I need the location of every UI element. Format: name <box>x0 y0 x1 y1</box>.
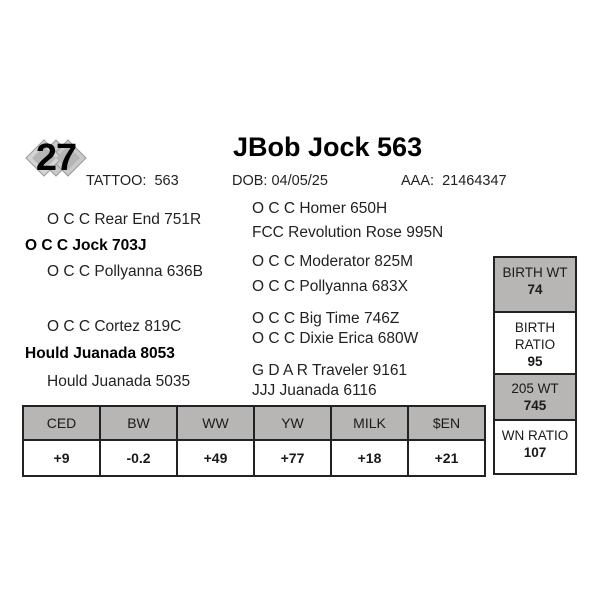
sire-dam-dam: O C C Pollyanna 683X <box>252 278 408 295</box>
epd-value-row <box>23 440 485 476</box>
dam-dam-sire: G D A R Traveler 9161 <box>252 362 408 379</box>
epd-header-milk: MILK <box>331 406 408 440</box>
sire-dam-sire: O C C Moderator 825M <box>252 253 414 270</box>
sire-sire-sire: O C C Homer 650H <box>252 200 388 217</box>
sire-sire-dam: FCC Revolution Rose 995N <box>252 224 444 241</box>
epd-value-en: +21 <box>408 440 485 476</box>
epd-header-row <box>23 406 485 440</box>
epd-header-yw: YW <box>254 406 331 440</box>
registration-value: 21464347 <box>442 173 507 189</box>
epd-value-yw: +77 <box>254 440 331 476</box>
dob-value: 04/05/25 <box>271 173 328 189</box>
epd-table <box>22 405 486 477</box>
dam-dam: Hould Juanada 5035 <box>47 373 191 390</box>
epd-header-bw: BW <box>100 406 177 440</box>
epd-header-ced: CED <box>23 406 100 440</box>
birth-ratio-cell <box>495 313 575 375</box>
performance-panel <box>493 256 577 475</box>
epd-value-ww: +49 <box>177 440 254 476</box>
epd-header-ww: WW <box>177 406 254 440</box>
dam-sire-sire: O C C Big Time 746Z <box>252 310 400 327</box>
tattoo-value: 563 <box>154 173 179 189</box>
birth-ratio-value: 95 <box>527 354 543 369</box>
birth-weight-cell <box>495 258 575 313</box>
animal-name: JBob Jock 563 <box>233 132 423 162</box>
dam-dam-dam: JJJ Juanada 6116 <box>252 382 377 399</box>
birth-ratio-label: BIRTH RATIO <box>514 320 556 352</box>
weaning-ratio-cell <box>495 421 575 475</box>
weaning-weight-label: 205 WT <box>511 381 559 396</box>
tattoo-info <box>86 173 179 189</box>
epd-value-bw: -0.2 <box>100 440 177 476</box>
dam-sire-dam: O C C Dixie Erica 680W <box>252 330 419 347</box>
epd-value-ced: +9 <box>23 440 100 476</box>
dam-sire: O C C Cortez 819C <box>47 318 182 335</box>
lot-number: 27 <box>35 137 77 179</box>
registration-info <box>401 173 507 189</box>
weaning-ratio-label: WN RATIO <box>501 428 569 443</box>
sire-sire: O C C Rear End 751R <box>47 211 202 228</box>
weaning-weight-cell <box>495 375 575 421</box>
registration-label: AAA: <box>401 173 435 189</box>
weaning-weight-value: 745 <box>523 398 547 413</box>
birth-weight-label: BIRTH WT <box>502 265 568 280</box>
epd-value-milk: +18 <box>331 440 408 476</box>
dob-label: DOB: <box>232 173 268 189</box>
birth-weight-value: 74 <box>527 282 543 297</box>
sire-dam: O C C Pollyanna 636B <box>47 263 203 280</box>
epd-header-en: $EN <box>408 406 485 440</box>
weaning-ratio-value: 107 <box>523 445 547 460</box>
dam: Hould Juanada 8053 <box>25 345 175 362</box>
sire: O C C Jock 703J <box>25 237 147 254</box>
tattoo-label: TATTOO: <box>86 173 147 189</box>
dob-info <box>232 173 328 189</box>
